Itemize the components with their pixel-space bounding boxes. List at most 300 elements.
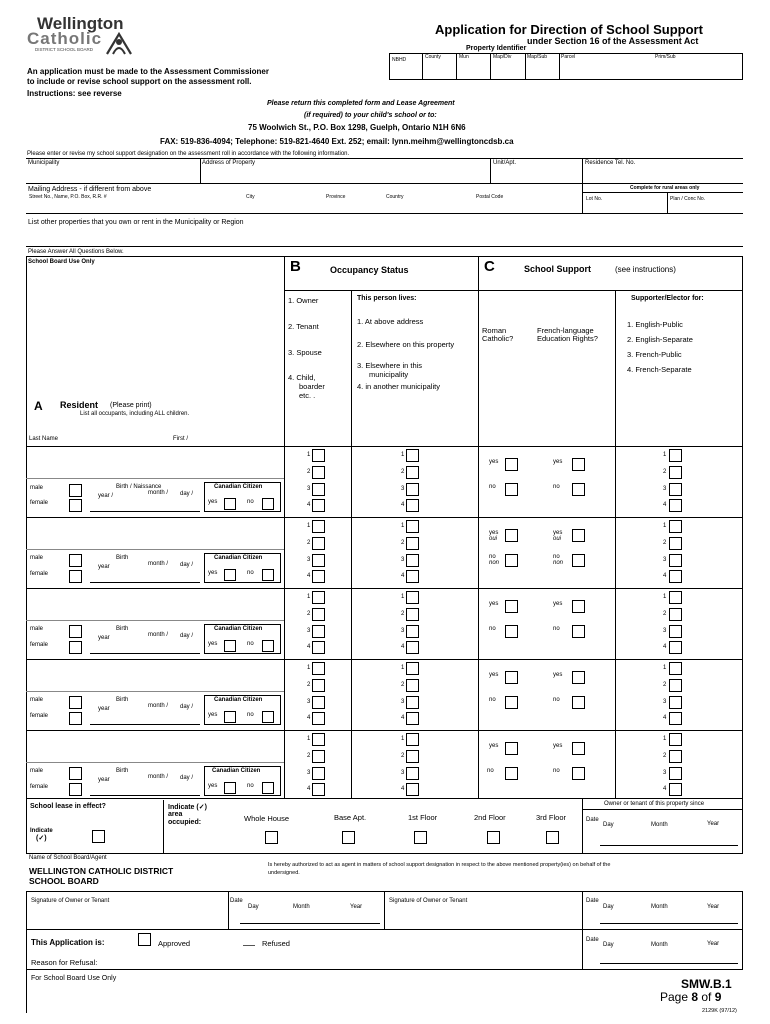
sig2-year-label: Year bbox=[707, 904, 720, 910]
female-label: female bbox=[30, 713, 49, 719]
fr-no-label: no bbox=[553, 484, 560, 490]
agent-auth-2: undersigned. bbox=[268, 870, 300, 876]
rc-no-checkbox[interactable] bbox=[505, 625, 518, 638]
citizen-label: Canadian Citizen bbox=[212, 768, 261, 774]
occ-checkbox-4[interactable] bbox=[312, 570, 325, 583]
lives-checkbox-4[interactable] bbox=[406, 783, 419, 796]
rc-no-label: no bbox=[489, 554, 496, 560]
area-2nd-floor: 2nd Floor bbox=[474, 813, 506, 822]
name-field[interactable] bbox=[27, 447, 283, 477]
sup-checkbox-2[interactable] bbox=[669, 466, 682, 479]
sig2-date-label: Date bbox=[586, 898, 599, 904]
occ-num-1: 1 bbox=[307, 736, 311, 742]
page-prefix: Page bbox=[660, 990, 692, 1004]
sup-checkbox-2[interactable] bbox=[669, 750, 682, 763]
approved-checkbox[interactable] bbox=[138, 933, 151, 946]
fr-no-label: no bbox=[553, 697, 560, 703]
lives-checkbox-3[interactable] bbox=[406, 554, 419, 567]
rc-no-label: no bbox=[489, 626, 496, 632]
since-day-label: Day bbox=[603, 822, 614, 828]
female-checkbox[interactable] bbox=[69, 641, 82, 654]
application-is-label: This Application is: bbox=[31, 938, 105, 947]
sup-checkbox-1[interactable] bbox=[669, 449, 682, 462]
residence-tel-label: Residence Tel. No. bbox=[585, 160, 636, 166]
occ-checkbox-2[interactable] bbox=[312, 608, 325, 621]
name-field[interactable] bbox=[27, 731, 283, 761]
area-base-apt: Base Apt. bbox=[334, 813, 367, 822]
sup-num-4: 4 bbox=[663, 715, 667, 721]
return-line1: Please return this completed form and Lease Agreement bbox=[267, 100, 455, 107]
male-checkbox[interactable] bbox=[69, 554, 82, 567]
pid-nbhd: NBHD bbox=[392, 57, 407, 63]
approval-month-label: Month bbox=[651, 942, 668, 948]
property-address-field[interactable] bbox=[201, 166, 489, 182]
male-checkbox[interactable] bbox=[69, 696, 82, 709]
municipality-field[interactable] bbox=[27, 166, 199, 182]
refusal-reason-label: Reason for Refusal: bbox=[31, 958, 98, 967]
area-1st-floor: 1st Floor bbox=[408, 813, 438, 822]
sup-checkbox-2[interactable] bbox=[669, 537, 682, 550]
rc-yes-checkbox[interactable] bbox=[505, 600, 518, 613]
citizen-yes-checkbox[interactable] bbox=[224, 498, 236, 510]
sig1-day-label: Day bbox=[248, 904, 259, 910]
female-checkbox[interactable] bbox=[69, 712, 82, 725]
lives-checkbox-1[interactable] bbox=[406, 591, 419, 604]
occ-checkbox-4[interactable] bbox=[312, 712, 325, 725]
year-label: year bbox=[98, 706, 110, 712]
return-line2: (if required) to your child's school or to: bbox=[304, 112, 437, 119]
rc-yes-label: yes bbox=[489, 672, 499, 678]
female-label: female bbox=[30, 642, 49, 648]
name-field[interactable] bbox=[27, 660, 283, 690]
sup-num-1: 1 bbox=[663, 736, 667, 742]
rural-label: Complete for rural areas only bbox=[630, 185, 700, 191]
occ-num-3: 3 bbox=[307, 770, 311, 776]
occ-num-4: 4 bbox=[307, 644, 311, 650]
lives-checkbox-3[interactable] bbox=[406, 767, 419, 780]
rc-no-checkbox[interactable] bbox=[505, 767, 518, 780]
male-checkbox[interactable] bbox=[69, 484, 82, 497]
occ-spouse: 3. Spouse bbox=[288, 348, 322, 357]
lives-2: 2. Elsewhere on this property bbox=[357, 340, 455, 349]
page-total: 9 bbox=[714, 990, 722, 1004]
lives-checkbox-3[interactable] bbox=[406, 696, 419, 709]
form-subtitle: under Section 16 of the Assessment Act bbox=[527, 36, 699, 46]
occ-checkbox-3[interactable] bbox=[312, 554, 325, 567]
occ-tenant: 2. Tenant bbox=[288, 322, 319, 331]
city-label: City bbox=[246, 194, 255, 200]
agent-auth-1: Is hereby authorized to act as agent in matters of school support designation in respect to the above mentioned property(ies) on behalf of the bbox=[268, 862, 611, 868]
lives-checkbox-4[interactable] bbox=[406, 641, 419, 654]
lives-num-1: 1 bbox=[401, 523, 405, 529]
lives-checkbox-4[interactable] bbox=[406, 712, 419, 725]
fr-no-checkbox[interactable] bbox=[572, 554, 585, 567]
lives-num-1: 1 bbox=[401, 452, 405, 458]
sup-num-3: 3 bbox=[663, 628, 667, 634]
approval-date-field[interactable] bbox=[600, 952, 738, 964]
citizen-yes-label: yes bbox=[208, 499, 218, 505]
supporter-2: 2. English-Separate bbox=[627, 335, 693, 344]
sup-checkbox-2[interactable] bbox=[669, 608, 682, 621]
sig1-month-label: Month bbox=[293, 904, 310, 910]
agent-label: Name of School Board/Agent bbox=[29, 855, 107, 861]
rc-no-checkbox[interactable] bbox=[505, 483, 518, 496]
occ-num-1: 1 bbox=[307, 594, 311, 600]
citizen-no-checkbox[interactable] bbox=[262, 640, 274, 652]
agent-name-1: WELLINGTON CATHOLIC DISTRICT bbox=[29, 866, 174, 876]
female-checkbox[interactable] bbox=[69, 783, 82, 796]
area-whole-house-checkbox[interactable] bbox=[265, 831, 278, 844]
mailing-address-field[interactable] bbox=[27, 200, 581, 212]
lives-checkbox-2[interactable] bbox=[406, 608, 419, 621]
logo-emblem-icon bbox=[104, 30, 134, 56]
birth-label: Birth bbox=[116, 626, 129, 632]
sup-num-4: 4 bbox=[663, 573, 667, 579]
answer-all-label: Please Answer All Questions Below. bbox=[28, 249, 124, 255]
occ-checkbox-1[interactable] bbox=[312, 449, 325, 462]
postal-label: Postal Code bbox=[476, 194, 504, 200]
citizen-label: Canadian Citizen bbox=[214, 697, 263, 703]
male-label: male bbox=[30, 768, 44, 774]
name-field[interactable] bbox=[27, 589, 283, 619]
occ-num-4: 4 bbox=[307, 715, 311, 721]
area-1st-floor-checkbox[interactable] bbox=[414, 831, 427, 844]
lives-num-3: 3 bbox=[401, 770, 405, 776]
fr-oui-label: oui bbox=[553, 536, 562, 542]
section-c-letter: C bbox=[484, 258, 495, 275]
occ-checkbox-2[interactable] bbox=[312, 679, 325, 692]
sup-checkbox-3[interactable] bbox=[669, 625, 682, 638]
page-number: 8 bbox=[691, 990, 699, 1004]
pid-map-sub: Map/Sub bbox=[527, 54, 548, 60]
citizen-no-label: no bbox=[247, 499, 254, 505]
first-name-label: First / bbox=[173, 436, 188, 442]
lives-num-4: 4 bbox=[401, 573, 405, 579]
fr-yes-label: yes bbox=[553, 530, 563, 536]
month-label: month / bbox=[148, 703, 169, 709]
lease-checkbox[interactable] bbox=[92, 830, 105, 843]
sup-checkbox-1[interactable] bbox=[669, 520, 682, 533]
lives-checkbox-4[interactable] bbox=[406, 499, 419, 512]
lives-checkbox-4[interactable] bbox=[406, 570, 419, 583]
sup-num-3: 3 bbox=[663, 770, 667, 776]
other-props-field[interactable] bbox=[27, 228, 742, 245]
owner-since-label: Owner or tenant of this property since bbox=[604, 801, 705, 807]
logo-wellington: Wellington bbox=[37, 14, 124, 33]
fr-no-checkbox[interactable] bbox=[572, 483, 585, 496]
month-label: month / bbox=[148, 490, 169, 496]
owner-signature-field-2[interactable] bbox=[386, 906, 580, 928]
page-of: of bbox=[698, 990, 715, 1004]
pid-map-div: Map/Div bbox=[493, 54, 512, 60]
refused-label: Refused bbox=[262, 939, 290, 948]
occ-checkbox-1[interactable] bbox=[312, 591, 325, 604]
citizen-no-checkbox[interactable] bbox=[262, 569, 274, 581]
occ-checkbox-2[interactable] bbox=[312, 750, 325, 763]
month-label: month / bbox=[148, 561, 169, 567]
male-label: male bbox=[30, 626, 44, 632]
sup-checkbox-4[interactable] bbox=[669, 712, 682, 725]
birth-date-field[interactable] bbox=[90, 500, 200, 512]
sup-num-2: 2 bbox=[663, 682, 667, 688]
fr-yes-checkbox[interactable] bbox=[572, 742, 585, 755]
plan-label: Plan / Conc No. bbox=[670, 196, 706, 202]
occ-checkbox-3[interactable] bbox=[312, 696, 325, 709]
lives-checkbox-1[interactable] bbox=[406, 733, 419, 746]
form-code: SMW.B.1 bbox=[681, 977, 732, 991]
board-use-label: School Board Use Only bbox=[28, 259, 95, 265]
instructions: Instructions: see reverse bbox=[27, 89, 122, 98]
school-support-title: School Support bbox=[524, 264, 591, 274]
citizen-yes-label: yes bbox=[208, 712, 218, 718]
french-rights-2: Education Rights? bbox=[537, 334, 598, 343]
sup-num-1: 1 bbox=[663, 665, 667, 671]
occ-checkbox-2[interactable] bbox=[312, 466, 325, 479]
male-label: male bbox=[30, 555, 44, 561]
lives-checkbox-3[interactable] bbox=[406, 483, 419, 496]
mailing-label: Mailing Address - if different from above bbox=[28, 186, 152, 193]
approval-year-label: Year bbox=[707, 941, 720, 947]
sup-checkbox-4[interactable] bbox=[669, 641, 682, 654]
owner-signature-label-2: Signature of Owner or Tenant bbox=[389, 898, 468, 904]
citizen-no-checkbox[interactable] bbox=[262, 711, 274, 723]
fr-yes-checkbox[interactable] bbox=[572, 600, 585, 613]
lives-num-2: 2 bbox=[401, 469, 405, 475]
sup-checkbox-2[interactable] bbox=[669, 679, 682, 692]
sup-checkbox-3[interactable] bbox=[669, 483, 682, 496]
pid-parcel: Parcel bbox=[561, 54, 576, 60]
unit-label: Unit/Apt. bbox=[493, 160, 517, 166]
sup-num-4: 4 bbox=[663, 786, 667, 792]
sup-num-2: 2 bbox=[663, 540, 667, 546]
citizen-no-label: no bbox=[247, 783, 254, 789]
citizen-yes-checkbox[interactable] bbox=[224, 569, 236, 581]
occ-num-3: 3 bbox=[307, 486, 311, 492]
occ-checkbox-3[interactable] bbox=[312, 767, 325, 780]
lives-checkbox-2[interactable] bbox=[406, 679, 419, 692]
fr-yes-checkbox[interactable] bbox=[572, 671, 585, 684]
area-base-apt-checkbox[interactable] bbox=[342, 831, 355, 844]
sup-checkbox-1[interactable] bbox=[669, 733, 682, 746]
sig2-day-label: Day bbox=[603, 904, 614, 910]
citizen-no-label: no bbox=[247, 570, 254, 576]
birth-date-field[interactable] bbox=[90, 784, 200, 796]
lives-4: 4. in another municipality bbox=[357, 382, 440, 391]
lives-num-3: 3 bbox=[401, 628, 405, 634]
occ-num-3: 3 bbox=[307, 557, 311, 563]
citizen-no-checkbox[interactable] bbox=[262, 782, 274, 794]
lives-num-2: 2 bbox=[401, 540, 405, 546]
roman-catholic-1: Roman bbox=[482, 326, 507, 335]
board-contact: FAX: 519-836-4094; Telephone: 519-821-4640 Ext. 252; email: lynn.meihm@wellingtoncdsb.ca bbox=[160, 137, 514, 146]
fr-yes-label: yes bbox=[553, 459, 563, 465]
form-number: 2129K (97/12) bbox=[702, 1008, 737, 1014]
occ-num-1: 1 bbox=[307, 665, 311, 671]
occ-checkbox-3[interactable] bbox=[312, 625, 325, 638]
rc-no-label: no bbox=[489, 484, 496, 490]
day-label: day / bbox=[180, 633, 194, 639]
rc-yes-checkbox[interactable] bbox=[505, 671, 518, 684]
year-label: year bbox=[98, 564, 110, 570]
rc-non-label: non bbox=[489, 560, 500, 566]
logo-board: DISTRICT SCHOOL BOARD bbox=[35, 47, 94, 52]
citizen-no-checkbox[interactable] bbox=[262, 498, 274, 510]
sig2-date-field[interactable] bbox=[600, 912, 738, 924]
lives-checkbox-1[interactable] bbox=[406, 520, 419, 533]
month-label: month / bbox=[148, 774, 169, 780]
birth-date-field[interactable] bbox=[90, 642, 200, 654]
rc-yes-checkbox[interactable] bbox=[505, 458, 518, 471]
citizen-yes-checkbox[interactable] bbox=[224, 782, 236, 794]
lives-title: This person lives: bbox=[357, 295, 417, 302]
refused-checkbox[interactable] bbox=[242, 933, 256, 946]
occ-checkbox-3[interactable] bbox=[312, 483, 325, 496]
occ-boarder: boarder bbox=[299, 382, 325, 391]
list-all-label: List all occupants, including ALL children. bbox=[80, 411, 190, 417]
area-2nd-floor-checkbox[interactable] bbox=[487, 831, 500, 844]
sup-checkbox-4[interactable] bbox=[669, 783, 682, 796]
occ-checkbox-4[interactable] bbox=[312, 641, 325, 654]
occ-child: 4. Child, bbox=[288, 373, 316, 382]
fr-no-checkbox[interactable] bbox=[572, 696, 585, 709]
occ-checkbox-1[interactable] bbox=[312, 733, 325, 746]
pid-prim-sub: Prim/Sub bbox=[655, 54, 676, 60]
citizen-label: Canadian Citizen bbox=[214, 626, 263, 632]
occ-checkbox-2[interactable] bbox=[312, 537, 325, 550]
residence-tel-field[interactable] bbox=[583, 166, 742, 182]
male-checkbox[interactable] bbox=[69, 767, 82, 780]
birth-label: Birth bbox=[116, 768, 129, 774]
birth-label: Birth bbox=[116, 555, 129, 561]
female-checkbox[interactable] bbox=[69, 570, 82, 583]
rc-yes-checkbox[interactable] bbox=[505, 529, 518, 542]
area-whole-house: Whole House bbox=[244, 814, 290, 823]
name-field[interactable] bbox=[27, 518, 283, 548]
lives-num-3: 3 bbox=[401, 557, 405, 563]
sig1-date-field[interactable] bbox=[240, 912, 380, 924]
occ-checkbox-1[interactable] bbox=[312, 662, 325, 675]
unit-field[interactable] bbox=[491, 166, 581, 182]
owner-since-date-field[interactable] bbox=[600, 832, 738, 846]
rc-oui-label: oui bbox=[489, 536, 498, 542]
fr-yes-label: yes bbox=[553, 601, 563, 607]
occ-checkbox-1[interactable] bbox=[312, 520, 325, 533]
fr-no-label: no bbox=[553, 554, 560, 560]
citizen-yes-checkbox[interactable] bbox=[224, 711, 236, 723]
lives-checkbox-2[interactable] bbox=[406, 466, 419, 479]
lives-checkbox-1[interactable] bbox=[406, 662, 419, 675]
fr-yes-checkbox[interactable] bbox=[572, 458, 585, 471]
fr-no-checkbox[interactable] bbox=[572, 625, 585, 638]
citizen-yes-label: yes bbox=[208, 570, 218, 576]
sup-num-1: 1 bbox=[663, 594, 667, 600]
logo-catholic: Catholic bbox=[27, 29, 103, 48]
other-props-label: List other properties that you own or rent in the Municipality or Region bbox=[28, 219, 244, 226]
sup-checkbox-3[interactable] bbox=[669, 767, 682, 780]
refusal-reason-field[interactable] bbox=[108, 955, 578, 967]
lives-checkbox-1[interactable] bbox=[406, 449, 419, 462]
year-label: year bbox=[98, 635, 110, 641]
lives-num-1: 1 bbox=[401, 594, 405, 600]
lives-checkbox-3[interactable] bbox=[406, 625, 419, 638]
please-print-label: (Please print) bbox=[110, 402, 152, 409]
rc-no-checkbox[interactable] bbox=[505, 554, 518, 567]
property-identifier-label: Property Identifier bbox=[466, 45, 527, 52]
section-b-letter: B bbox=[290, 258, 301, 275]
female-label: female bbox=[30, 500, 49, 506]
fr-no-label: no bbox=[553, 626, 560, 632]
occ-num-2: 2 bbox=[307, 611, 311, 617]
owner-signature-field[interactable] bbox=[28, 906, 226, 928]
fr-no-label: no bbox=[553, 768, 560, 774]
lives-num-4: 4 bbox=[401, 502, 405, 508]
sup-num-3: 3 bbox=[663, 699, 667, 705]
occ-num-2: 2 bbox=[307, 469, 311, 475]
sup-checkbox-4[interactable] bbox=[669, 570, 682, 583]
birth-date-field[interactable] bbox=[90, 571, 200, 583]
sup-num-1: 1 bbox=[663, 452, 667, 458]
property-intro: Please enter or revise my school support designation on the assessment roll in accordance with the following information. bbox=[27, 151, 350, 157]
sup-checkbox-1[interactable] bbox=[669, 662, 682, 675]
province-label: Province bbox=[326, 194, 346, 200]
sup-checkbox-3[interactable] bbox=[669, 696, 682, 709]
area-3rd-floor-checkbox[interactable] bbox=[546, 831, 559, 844]
rc-yes-label: yes bbox=[489, 601, 499, 607]
year-label: year bbox=[98, 777, 110, 783]
lives-num-3: 3 bbox=[401, 699, 405, 705]
lives-num-2: 2 bbox=[401, 753, 405, 759]
sup-checkbox-3[interactable] bbox=[669, 554, 682, 567]
sup-num-3: 3 bbox=[663, 486, 667, 492]
female-checkbox[interactable] bbox=[69, 499, 82, 512]
birth-label: Birth / Naissance bbox=[116, 484, 162, 490]
birth-date-field[interactable] bbox=[90, 713, 200, 725]
sup-checkbox-4[interactable] bbox=[669, 499, 682, 512]
sup-checkbox-1[interactable] bbox=[669, 591, 682, 604]
lives-checkbox-2[interactable] bbox=[406, 750, 419, 763]
lives-num-2: 2 bbox=[401, 611, 405, 617]
birth-label: Birth bbox=[116, 697, 129, 703]
area-indicate-2: area bbox=[168, 811, 183, 818]
lease-title: School lease in effect? bbox=[30, 803, 106, 810]
lives-checkbox-2[interactable] bbox=[406, 537, 419, 550]
lives-num-1: 1 bbox=[401, 736, 405, 742]
male-checkbox[interactable] bbox=[69, 625, 82, 638]
month-label: month / bbox=[148, 632, 169, 638]
street-label: Street No., Name, P.O. Box, R.R. # bbox=[29, 194, 107, 200]
rc-yes-label: yes bbox=[489, 459, 499, 465]
lives-num-2: 2 bbox=[401, 682, 405, 688]
intro-line1: An application must be made to the Assessment Commissioner bbox=[27, 67, 269, 76]
lives-3b: municipality bbox=[369, 370, 409, 379]
occ-num-1: 1 bbox=[307, 523, 311, 529]
property-address-label: Address of Property bbox=[202, 160, 256, 166]
see-instructions: (see instructions) bbox=[615, 265, 676, 274]
female-label: female bbox=[30, 784, 49, 790]
citizen-yes-checkbox[interactable] bbox=[224, 640, 236, 652]
rc-yes-checkbox[interactable] bbox=[505, 742, 518, 755]
fr-yes-checkbox[interactable] bbox=[572, 529, 585, 542]
rc-no-checkbox[interactable] bbox=[505, 696, 518, 709]
fr-no-checkbox[interactable] bbox=[572, 767, 585, 780]
occ-checkbox-4[interactable] bbox=[312, 783, 325, 796]
year-label: year / bbox=[98, 493, 114, 499]
sup-num-4: 4 bbox=[663, 502, 667, 508]
supporter-3: 3. French-Public bbox=[627, 350, 682, 359]
approval-day-label: Day bbox=[603, 942, 614, 948]
occ-checkbox-4[interactable] bbox=[312, 499, 325, 512]
pid-county: County bbox=[425, 54, 441, 60]
